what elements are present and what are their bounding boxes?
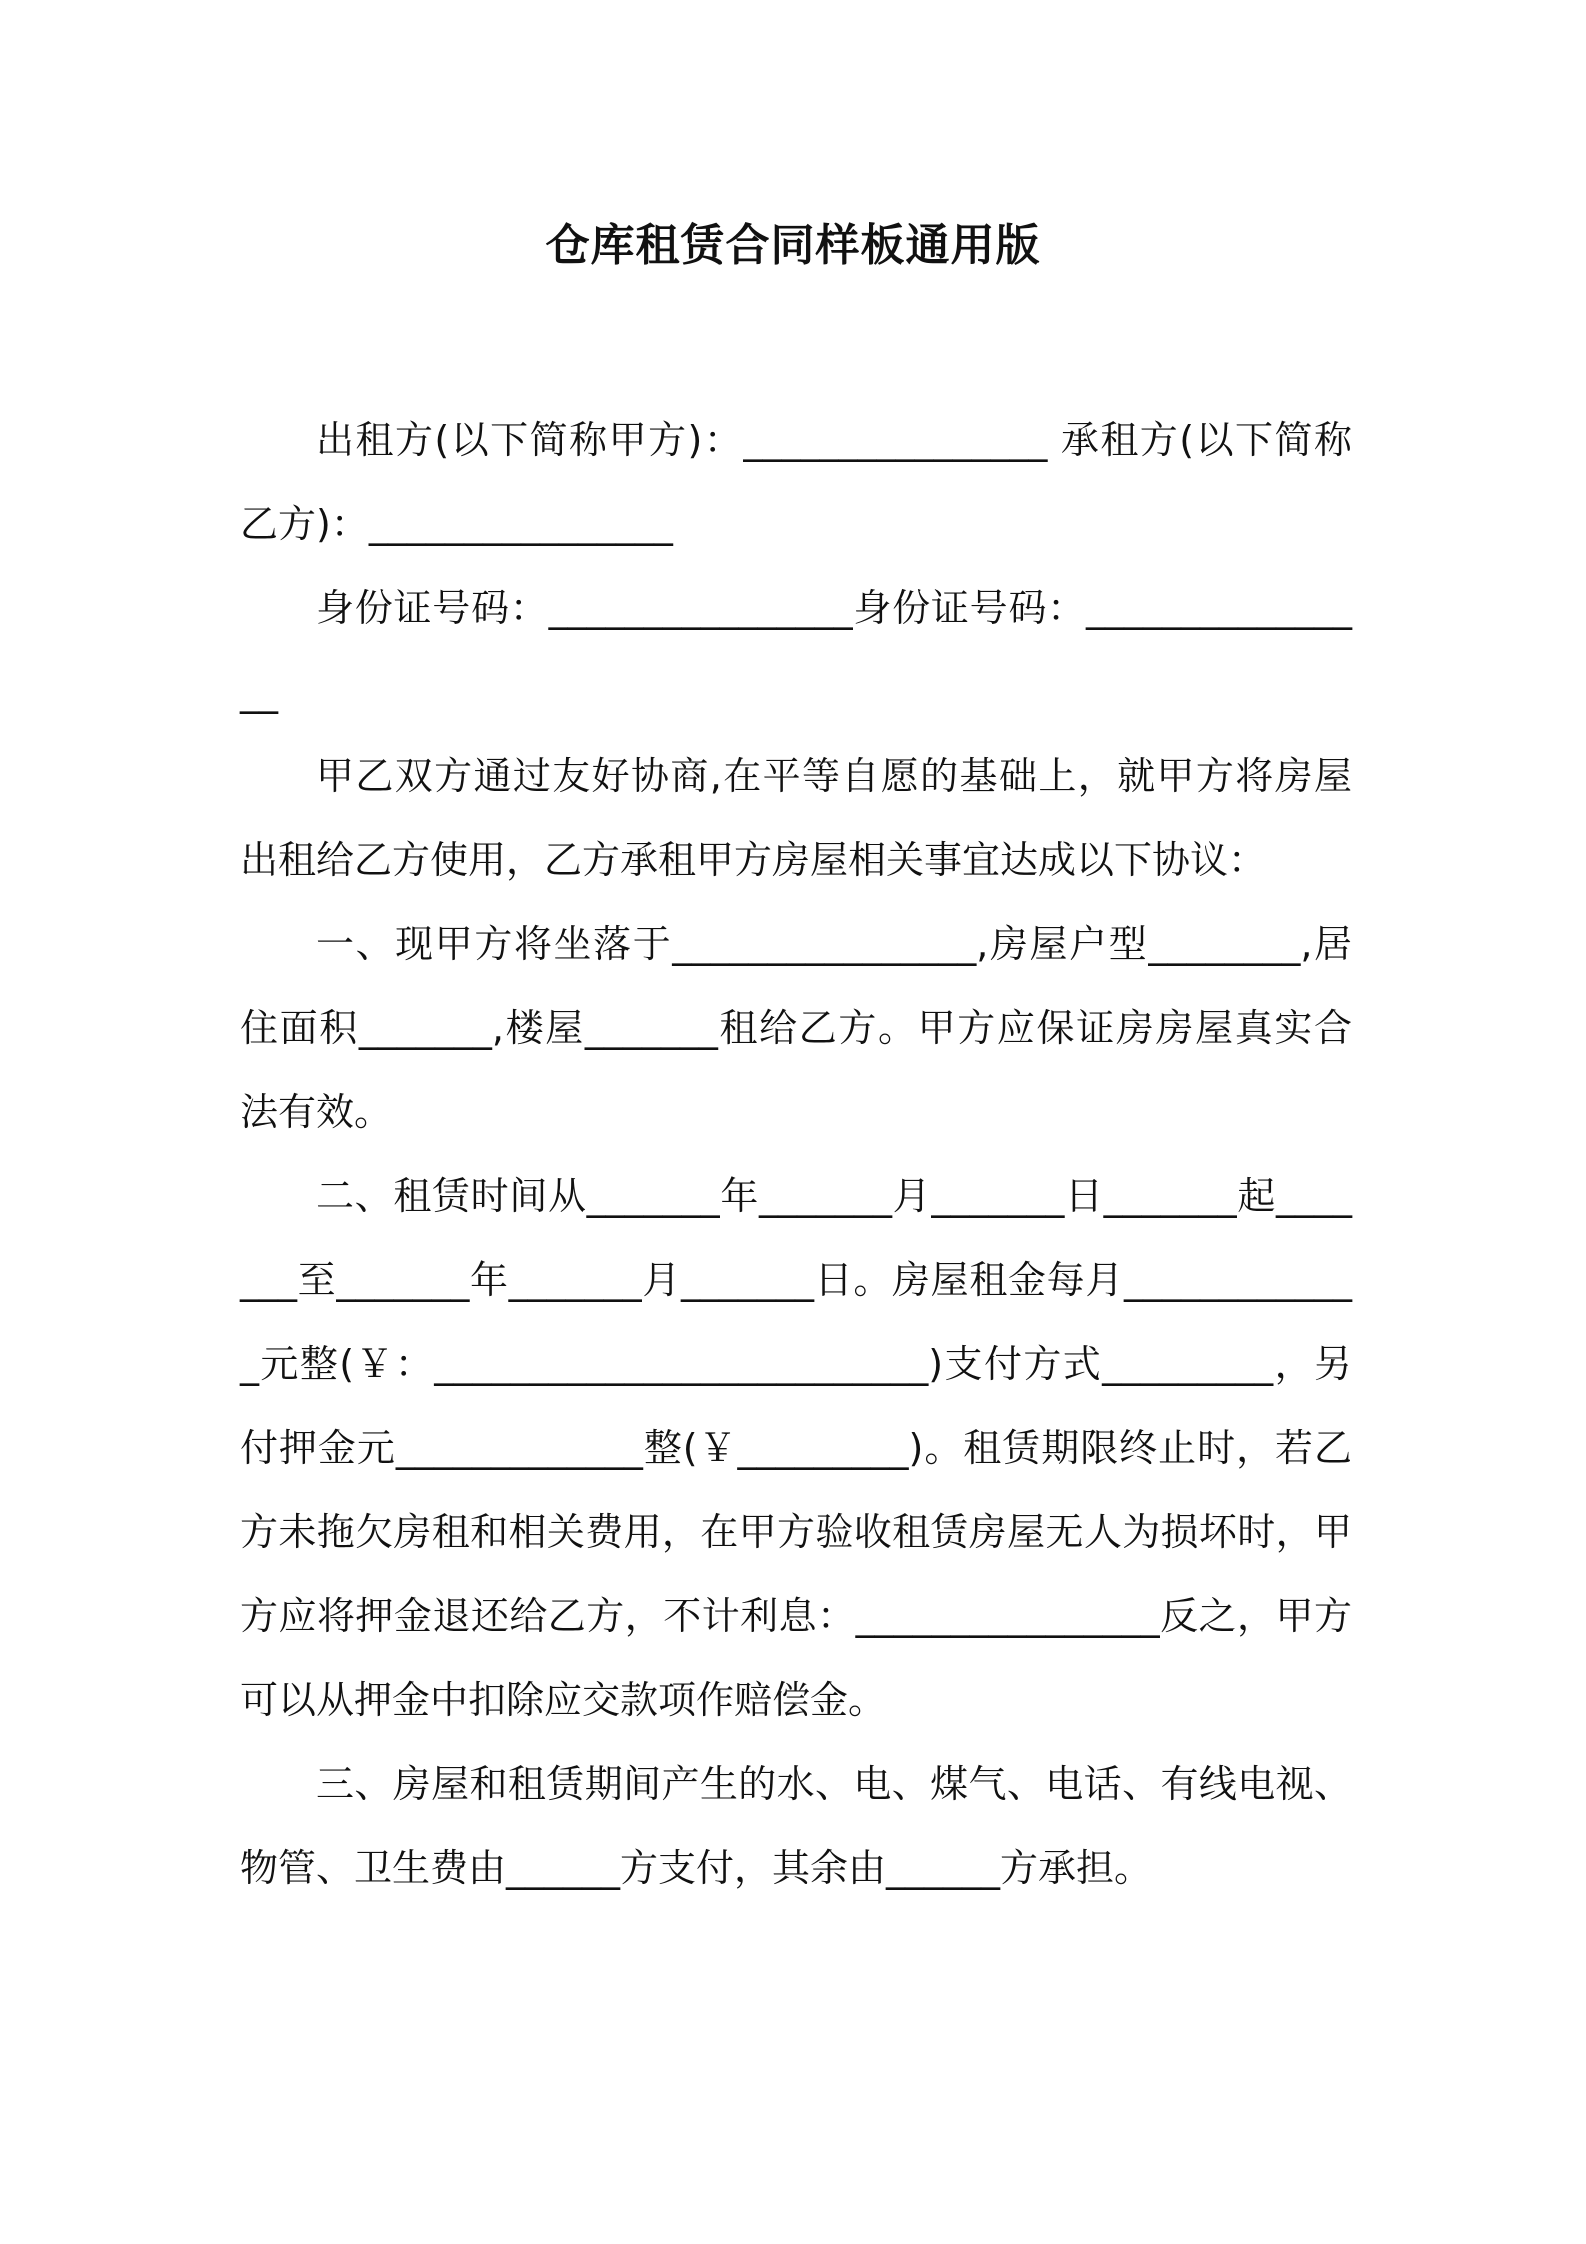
document-body xyxy=(240,398,1352,1910)
paragraph-parties: 出租方(以下简称甲方)：________________ 承租方(以下简称乙方)：________________ xyxy=(240,418,1352,546)
paragraph-clause-3: 三、房屋和租赁期间产生的水、电、煤气、电话、有线电视、物管、卫生费由______方支付，其余由______方承担。 xyxy=(240,1762,1352,1890)
document-title: 仓库租赁合同样板通用版 xyxy=(545,220,1041,271)
paragraph-clause-2: 二、租赁时间从_______年_______月_______日_______起_______至_______年_______月_______日。房屋租金每月_____________元整(￥：__________________________)支付方式_________，另付押金元_____________整(￥_________)。租赁期限终止时，若乙方未拖欠房租和相关费用，在甲方验收租赁房屋无人为损坏时，甲方应将押金退还给乙方，不计利息：________________反之，甲方可以从押金中扣除应交款项作赔偿金。 xyxy=(240,1174,1352,1722)
paragraph-clause-1: 一、现甲方将坐落于________________,房屋户型________,居住面积_______,楼屋_______租给乙方。甲方应保证房房屋真实合法有效。 xyxy=(240,922,1352,1134)
paragraph-intro: 甲乙双方通过友好协商,在平等自愿的基础上，就甲方将房屋出租给乙方使用，乙方承租甲方房屋相关事宜达成以下协议： xyxy=(240,754,1352,882)
paragraph-id-numbers: 身份证号码：________________身份证号码：________________ xyxy=(240,586,1352,714)
